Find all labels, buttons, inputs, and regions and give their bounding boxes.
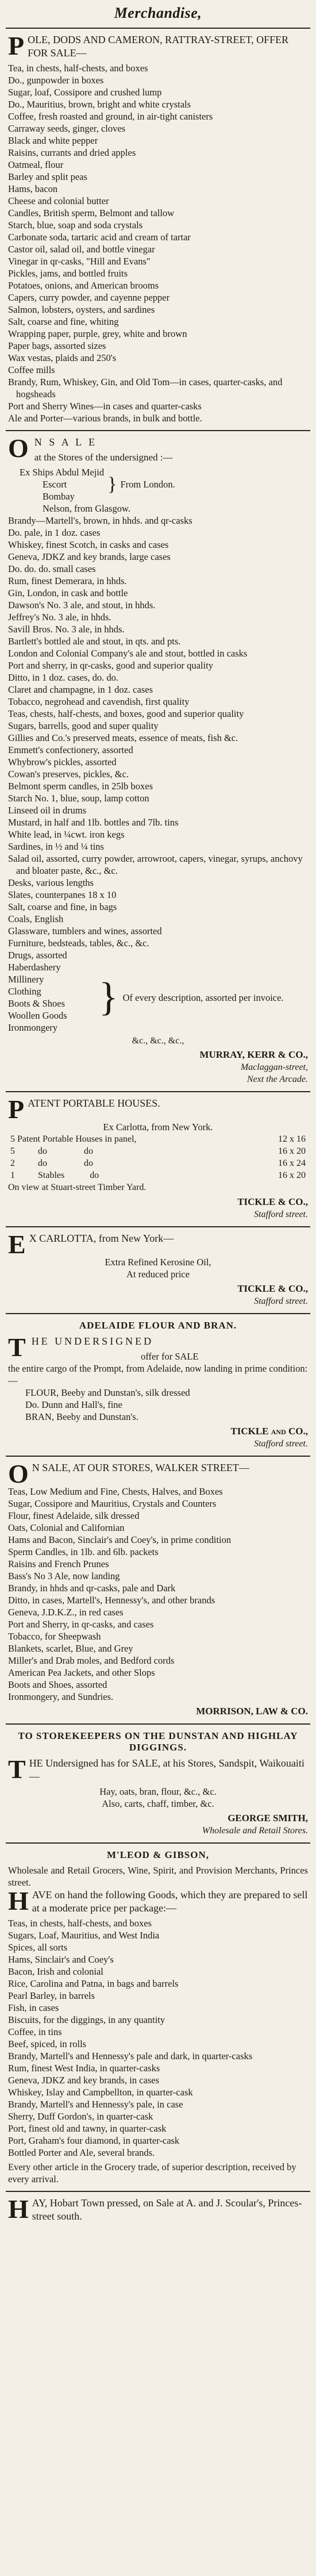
firm-name: TICKLE and CO., (230, 1426, 308, 1437)
list-item: Coals, English (8, 913, 64, 924)
list-item: Desks, various lengths (8, 877, 94, 888)
house-description: 2 do do (10, 1158, 93, 1168)
firm-signature (8, 1425, 308, 1438)
bracket-item: Boots & Shoes (8, 998, 65, 1009)
drop-cap: T (8, 1755, 26, 1784)
bracket-item: Woollen Goods (8, 1010, 67, 1021)
list-item: Paper bags, assorted sizes (8, 340, 106, 351)
list-item: Raisins, currants and dried apples (8, 147, 136, 158)
list-item: Cheese and colonial butter (8, 195, 109, 206)
list-item: Castor oil, salad oil, and bottle vinegar (8, 244, 155, 255)
firm-address: Next the Arcade. (246, 1074, 308, 1084)
list-item: Port and sherry, in qr-casks, good and superior quality (8, 660, 213, 671)
ad-title-text: HE UNDERSIGNED (31, 1335, 154, 1347)
ship-name: Bombay (43, 491, 75, 502)
ad-title-text: HE Undersigned has for SALE, at his Stores, Sandspit, Waikouaiti— (29, 1757, 305, 1782)
house-description: 5 do do (10, 1146, 93, 1156)
list-item: Candles, British sperm, Belmont and tallow (8, 208, 175, 218)
ad-note: On view at Stuart-street Timber Yard. (8, 1183, 147, 1192)
list-item: Whiskey, finest Scotch, in casks and cases (8, 539, 169, 550)
list-item: BRAN, Beeby and Dunstan's. (25, 1411, 138, 1422)
item-list (8, 62, 308, 424)
list-item: Fish, in cases (8, 2002, 59, 2013)
advertisement-adelaide-flour (6, 1313, 310, 1456)
list-item: Carbonate soda, tartaric acid and cream of tartar (8, 232, 191, 243)
firm-name: TICKLE & CO., (237, 1196, 308, 1207)
list-item: Brandy, Martell's and Hennessy's pale and dark, in quarter-casks (8, 2051, 253, 2061)
ships-list (8, 466, 104, 502)
list-item: London and Colonial Company's ale and stout, bottled in casks (8, 648, 248, 659)
list-item: Miller's and Drab moles, and Bedford cords (8, 1655, 175, 1666)
ad-heading: M'LEOD & GIBSON, (107, 1849, 209, 1860)
brace-glyph: } (107, 474, 117, 495)
list-item: Barley and split peas (8, 171, 87, 182)
list-item: Whiskey, Islay and Campbellton, in quarter-cask (8, 2087, 193, 2098)
list-item: Brandy, Martell's and Hennessy's pale, in case (8, 2099, 183, 2110)
list-item: Spices, all sorts (8, 1942, 68, 1953)
list-item: Sherry, Duff Gordon's, in quarter-cask (8, 2111, 153, 2122)
list-item: Hams, bacon (8, 183, 58, 194)
list-item: Salt, coarse and fine, whiting (8, 316, 119, 327)
ad-title-text: N SALE, AT OUR STORES, WALKER STREET— (32, 1462, 249, 1473)
firm-address: Stafford street. (254, 1439, 308, 1449)
newspaper-column (6, 0, 310, 2231)
list-item: Coffee, fresh roasted and ground, in air-tight canisters (8, 111, 213, 122)
bracket-note: Of every description, assorted per invoice. (122, 992, 284, 1003)
house-description: 1 Stables do (10, 1170, 99, 1180)
firm-signature (8, 1196, 308, 1208)
table-row (8, 1145, 308, 1157)
list-item: Tobacco, for Sheepwash (8, 1631, 101, 1642)
list-item: Bartlett's bottled ale and stout, in qts. and pts. (8, 636, 181, 647)
list-item: Gin, London, in cask and bottle (8, 588, 128, 598)
ship-name: Escort (43, 479, 67, 490)
ad-line: Hay, oats, bran, flour, &c., &c. (99, 1786, 217, 1797)
list-item: Ditto, in cases, Martell's, Hennessy's, and other brands (8, 1595, 215, 1606)
ad-title-text: AVE on hand the following Goods, which they are prepared to sell at a moderate price per package:— (32, 1889, 308, 1914)
item-list (8, 1917, 308, 2159)
list-item: Port and Sherry Wines—in cases and quarter-casks (8, 401, 202, 412)
ad-title (8, 2194, 308, 2224)
list-item: Do. Dunn and Hall's, fine (25, 1399, 122, 1410)
firm-address: Wholesale and Retail Stores. (202, 1826, 308, 1836)
ad-heading: TO STOREKEEPERS ON THE DUNSTAN AND HIGHLAY DIGGINGS. (18, 1730, 298, 1753)
list-item: Do. pale, in 1 doz. cases (8, 527, 101, 538)
ad-title-text: OLE, DODS AND CAMERON, RATTRAY-STREET, OFFER FOR SALE— (28, 34, 289, 59)
table-row (8, 1157, 308, 1169)
list-item: Teas, Low Medium and Fine, Chests, Halves, and Boxes (8, 1486, 223, 1497)
advertisement-mcleod-gibson (6, 1842, 310, 2191)
list-item: Biscuits, for the diggings, in any quantity (8, 2014, 165, 2025)
advertisement-hay (6, 2191, 310, 2231)
firm-name: GEORGE SMITH, (228, 1813, 308, 1823)
list-item: Port and Sherry, in qr-casks, and cases (8, 1619, 154, 1630)
list-item: Geneva, J.D.K.Z., in red cases (8, 1607, 124, 1618)
house-description: 5 Patent Portable Houses in panel, (10, 1134, 137, 1144)
firm-name: MORRISON, LAW & CO. (196, 1706, 308, 1717)
house-size: 12 x 16 (278, 1134, 306, 1144)
list-item: Mustard, in half and 1lb. bottles and 7lb. tins (8, 817, 179, 828)
list-item: Furniture, bedsteads, tables, &c., &c. (8, 938, 149, 949)
list-item: Starch, blue, soap and soda crystals (8, 220, 143, 231)
list-item: Jeffrey's No. 3 ale, in hhds. (8, 612, 111, 623)
list-item: Beef, spiced, in rolls (8, 2038, 87, 2049)
list-item: Oats, Colonial and Californian (8, 1522, 125, 1533)
list-item: Dawson's No. 3 ale, and stout, in hhds. (8, 600, 156, 611)
list-item: Savill Bros. No. 3 ale, in hhds. (8, 624, 125, 635)
list-item: Salmon, lobsters, oysters, and sardines (8, 304, 155, 315)
ad-body: the entire cargo of the Prompt, from Adelaide, now landing in prime condition:— (8, 1363, 308, 1386)
ad-intro: at the Stores of the undersigned :— (34, 452, 173, 463)
list-item: Ironmongery, and Sundries. (8, 1691, 114, 1702)
list-item: Tea, in chests, half-chests, and boxes (8, 63, 148, 74)
drop-cap: T (8, 1333, 28, 1362)
list-item: Flour, finest Adelaide, silk dressed (8, 1510, 140, 1521)
list-item: Drugs, assorted (8, 950, 67, 961)
list-item: Teas, in chests, half-chests, and boxes (8, 1918, 152, 1929)
list-item: Teas, chests, half-chests, and boxes, good and superior quality (8, 708, 244, 719)
ad-line: Extra Refined Kerosine Oil, (105, 1257, 211, 1268)
list-item: Gillies and Co.'s preserved meats, essence of meats, fish &c. (8, 732, 238, 743)
ad-title (8, 1459, 308, 1488)
ad-title-text: N S A L E (34, 436, 98, 448)
firm-name: TICKLE & CO., (237, 1283, 308, 1294)
ships-origin: From London. (120, 479, 175, 490)
table-row (8, 1133, 308, 1145)
firm-address: Maclaggan-street, (240, 1062, 308, 1072)
drop-cap: O (8, 1459, 29, 1488)
list-item: Slates, counterpanes 18 x 10 (8, 889, 117, 900)
list-item: Tobacco, negrohead and cavendish, first quality (8, 696, 190, 707)
list-item: Ale and Porter—various brands, in bulk and bottle. (8, 413, 202, 424)
list-item: Blankets, scarlet, Blue, and Grey (8, 1643, 133, 1654)
ad-line: At reduced price (126, 1269, 190, 1280)
ad-title (8, 1888, 308, 1915)
list-item: Glassware, tumblers and wines, assorted (8, 926, 162, 936)
list-item: Linseed oil in drums (8, 805, 87, 816)
firm-signature (8, 1705, 308, 1718)
firm-name: MURRAY, KERR & CO., (199, 1049, 308, 1060)
list-item: Black and white pepper (8, 135, 98, 146)
list-item: Hams and Bacon, Sinclair's and Coey's, in prime condition (8, 1534, 232, 1545)
list-item: Geneva, JDKZ and key brands, in cases (8, 2075, 160, 2086)
list-item: Do., Mauritius, brown, bright and white crystals (8, 99, 191, 110)
advertisement-murray-kerr (6, 430, 310, 1091)
list-item: Bacon, Irish and colonial (8, 1966, 103, 1977)
list-item: Do., gunpowder in boxes (8, 75, 104, 86)
drop-cap: P (8, 1095, 25, 1124)
list-item: Rum, finest Demerara, in hhds. (8, 575, 127, 586)
list-item: Coffee, in tins (8, 2026, 62, 2037)
ad-title (8, 1757, 308, 1783)
drop-cap: H (8, 1886, 29, 1915)
ad-title-text: X CARLOTTA, from New York— (29, 1233, 174, 1244)
list-item: Bass's No 3 Ale, now landing (8, 1571, 120, 1581)
list-item: Rice, Carolina and Patna, in bags and barrels (8, 1978, 179, 1989)
firm-signature (8, 1812, 308, 1825)
bracket-item: Clothing (8, 986, 41, 997)
firm-address: Stafford street. (254, 1296, 308, 1306)
firm-signature (8, 1283, 308, 1295)
list-item: Sugars, barrells, good and super quality (8, 720, 159, 731)
advertisement-storekeepers (6, 1723, 310, 1842)
list-item: Starch No. 1, blue, soup, lamp cotton (8, 793, 149, 804)
list-item: Wax vestas, plaids and 250's (8, 352, 117, 363)
ad-title (8, 1230, 308, 1259)
list-item: Whybrow's pickles, assorted (8, 757, 117, 767)
ad-title (8, 1095, 308, 1124)
bracket-item: Ironmongery (8, 1022, 58, 1033)
firm-signature (8, 1049, 308, 1061)
item-list (8, 515, 308, 961)
list-item: Geneva, JDKZ and key brands, large cases (8, 551, 171, 562)
list-item: Port, finest old and tawny, in quarter-cask (8, 2123, 167, 2134)
list-item: Belmont sperm candles, in 25lb boxes (8, 781, 153, 792)
brace-glyph: } (99, 975, 118, 1019)
house-size: 16 x 20 (278, 1170, 306, 1180)
item-list (8, 1485, 308, 1703)
ad-subtitle: Ex Carlotta, from New York. (103, 1122, 213, 1132)
section-heading: Merchandise, (114, 5, 202, 21)
bracket-items (8, 961, 94, 1034)
list-item: Carraway seeds, ginger, cloves (8, 123, 126, 134)
list-item: Sperm Candles, in 1lb. and 6lb. packets (8, 1546, 159, 1557)
bracket-item: Millinery (8, 974, 44, 985)
list-item: Cowan's preserves, pickles, &c. (8, 769, 129, 780)
list-item: Vinegar in qr-casks, "Hill and Evans" (8, 256, 151, 267)
list-item: Boots and Shoes, assorted (8, 1679, 107, 1690)
list-item: Potatoes, onions, and American brooms (8, 280, 159, 291)
advertisement-morrison-law (6, 1456, 310, 1723)
ship-name: Ex Ships Abdul Mejid (20, 467, 105, 478)
ad-line: Also, carts, chaff, timber, &c. (102, 1798, 214, 1809)
list-item: Do. do. do. small cases (8, 563, 96, 574)
drop-cap: E (8, 1230, 26, 1259)
list-item: Ditto, in 1 doz. cases, do. do. (8, 672, 119, 683)
list-item: Sardines, in ½ and ¼ tins (8, 841, 104, 852)
list-item: White lead, in ¼cwt. iron kegs (8, 829, 125, 840)
ship-name: Nelson, from Glasgow. (43, 503, 130, 514)
ad-closing: Every other article in the Grocery trade, of superior description, received by every arrival. (8, 2162, 296, 2185)
ad-title-text: AY, Hobart Town pressed, on Sale at A. and J. Scoular's, Princes-street south. (32, 2197, 302, 2222)
list-item: Brandy, in hhds and qr-casks, pale and Dark (8, 1583, 176, 1594)
etcetera: &c., &c., &c., (132, 1036, 184, 1046)
firm-address: Stafford street. (254, 1210, 308, 1219)
houses-table (8, 1133, 308, 1181)
list-item: Raisins and French Prunes (8, 1558, 109, 1569)
drop-cap: H (8, 2194, 29, 2224)
drop-cap: O (8, 433, 31, 463)
ad-subtitle: Wholesale and Retail Grocers, Wine, Spirit, and Provision Merchants, Princes street. (8, 1865, 308, 1888)
list-item: American Pea Jackets, and other Slops (8, 1667, 155, 1678)
house-size: 16 x 20 (278, 1146, 306, 1156)
list-item: Salad oil, assorted, curry powder, arrowroot, capers, vinegar, syrups, anchovy and bloater paste, &c., &c. (8, 853, 303, 876)
list-item: Bottled Porter and Ale, several brands. (8, 2147, 155, 2158)
drop-cap: P (8, 31, 25, 60)
table-row (8, 1169, 308, 1181)
list-item: Coffee mills (8, 364, 55, 375)
list-item: Emmett's confectionery, assorted (8, 744, 133, 755)
list-item: Sugars, Loaf, Mauritius, and West India (8, 1930, 160, 1941)
list-item: Sugar, loaf, Cossipore and crushed lump (8, 87, 162, 98)
list-item: Brandy—Martell's, brown, in hhds. and qr-casks (8, 515, 192, 526)
list-item: Rum, finest West India, in quarter-casks (8, 2063, 160, 2074)
list-item: Brandy, Rum, Whiskey, Gin, and Old Tom—in cases, quarter-casks, and hogsheads (8, 377, 283, 400)
ships-block (8, 466, 308, 502)
bracket-item: Haberdashery (8, 962, 61, 973)
list-item: Pearl Barley, in barrels (8, 1990, 95, 2001)
list-item: Wrapping paper, purple, grey, white and brown (8, 328, 187, 339)
ad-title (8, 33, 308, 60)
list-item: FLOUR, Beeby and Dunstan's, silk dressed (25, 1387, 190, 1398)
ad-heading: ADELAIDE FLOUR AND BRAN. (79, 1320, 237, 1331)
list-item: Claret and champagne, in 1 doz. cases (8, 684, 153, 695)
list-item: Port, Graham's four diamond, in quarter-cask (8, 2135, 180, 2146)
ad-intro: offer for SALE (141, 1351, 199, 1362)
list-item: Hams, Sinclair's and Coey's (8, 1954, 114, 1965)
list-item: Salt, coarse and fine, in bags (8, 901, 117, 912)
advertisement-carlotta (6, 1226, 310, 1313)
list-item: Pickles, jams, and bottled fruits (8, 268, 128, 279)
house-size: 16 x 24 (278, 1158, 306, 1168)
item-list (8, 1387, 308, 1423)
list-item: Oatmeal, flour (8, 159, 64, 170)
ad-title-text: ATENT PORTABLE HOUSES. (28, 1097, 160, 1109)
list-item: Sugar, Cossipore and Mauritius, Crystals and Counters (8, 1498, 217, 1509)
advertisement-patent-houses (6, 1091, 310, 1226)
advertisement-pole-dods (6, 28, 310, 430)
bracket-block (8, 961, 308, 1034)
list-item: Capers, curry powder, and cayenne pepper (8, 292, 170, 303)
